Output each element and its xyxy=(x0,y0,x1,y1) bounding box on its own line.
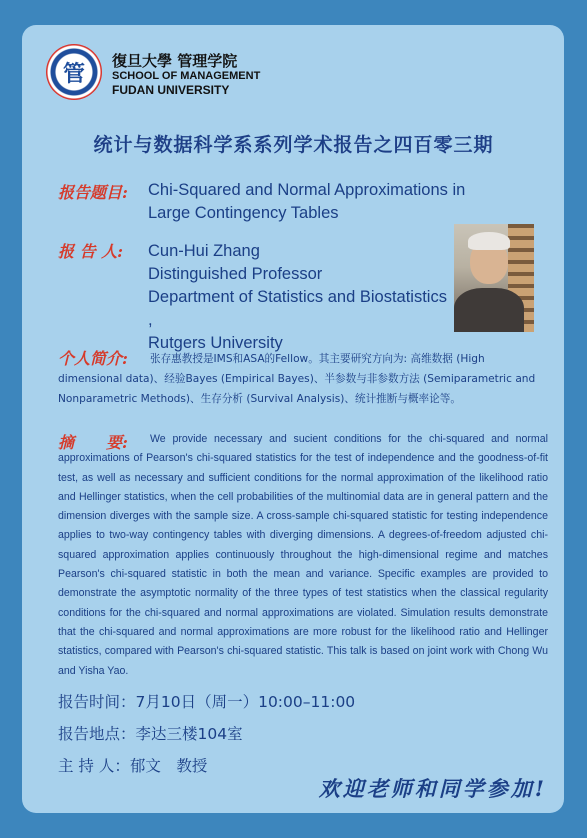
speaker-univ: Rutgers University xyxy=(148,334,283,352)
bio-text: 张存惠教授是IMS和ASA的Fellow。其主要研究方向为: 高维数据 (High dimensional data)、经验Bayes (Empirical Bayes)、半参数与非参数方法 (Semiparametric and Nonparametric Methods)、生存分析 (Survival Analysis)、统计推断与概率论等。 xyxy=(58,353,536,405)
topic-line-2: Large Contingency Tables xyxy=(148,204,339,222)
speaker-title: Distinguished Professor xyxy=(148,265,323,283)
topic-line-1: Chi-Squared and Normal Approximations in xyxy=(148,181,466,199)
logo-en-line1: SCHOOL OF MANAGEMENT xyxy=(112,70,261,82)
abstract-text: We provide necessary and sucient conditions for the chi-squared and normal approximations of Pearson's chi-squared statistics for the test of independence and the goodness-of-fit test, as well as necessary and sufficient conditions for the normal approximation of the likelihood ratio and Hellinger statistics, when the cell probabilities of the multinomial data are in general pattern and the dimension diverges with the sample size. A cross-sample chi-squared statistic for testing independence applies to two-way contingency tables with diverging dimensions. A degrees-of-freedom adjusted chi-squared approximation applies continuously throughout the high-dimensional regime and matches Pearson's chi-squared statistic in both the mean and variance. Specific examples are provided to demonstrate the asymptotic normality of the three types of test statistics when the classical regularity conditions for the chi-squared and normal approximations are violated. Simulation results demonstrate that the chi-squared and normal approximations are more robust for the likelihood ratio and Hellinger statistics, compared with Pearson's chi-squared statistic. This talk is based on joint work with Chong Wu and Yisha Yao. xyxy=(58,433,548,677)
speaker-photo xyxy=(454,224,534,332)
school-logo xyxy=(46,44,286,104)
topic-value xyxy=(148,179,548,225)
speaker-label: 报 告 人: xyxy=(58,242,124,261)
speaker-name: Cun-Hui Zhang xyxy=(148,242,260,260)
body-shape xyxy=(454,288,524,332)
logo-en-line2: FUDAN UNIVERSITY xyxy=(112,83,230,97)
logo-cn-name: 復旦大學 管理学院 xyxy=(112,52,238,70)
talk-host: 主 持 人：郁文 教授 xyxy=(58,757,208,775)
welcome-text: 欢迎老师和同学参加! xyxy=(318,776,547,801)
emblem-char: 管 xyxy=(62,60,85,87)
topic-label: 报告题目: xyxy=(58,183,128,202)
talk-time: 报告时间：7月10日（周一）10:00–11:00 xyxy=(58,693,356,711)
abstract-label: 摘 要: xyxy=(58,433,128,452)
bio-label: 个人简介: xyxy=(58,349,128,368)
series-title: 统计与数据科学系系列学术报告之四百零三期 xyxy=(93,134,494,156)
speaker-dept: Department of Statistics and Biostatistics , xyxy=(148,288,447,329)
hair-shape xyxy=(468,232,510,250)
speaker-value xyxy=(148,240,448,355)
talk-place: 报告地点：李达三楼104室 xyxy=(58,725,243,743)
